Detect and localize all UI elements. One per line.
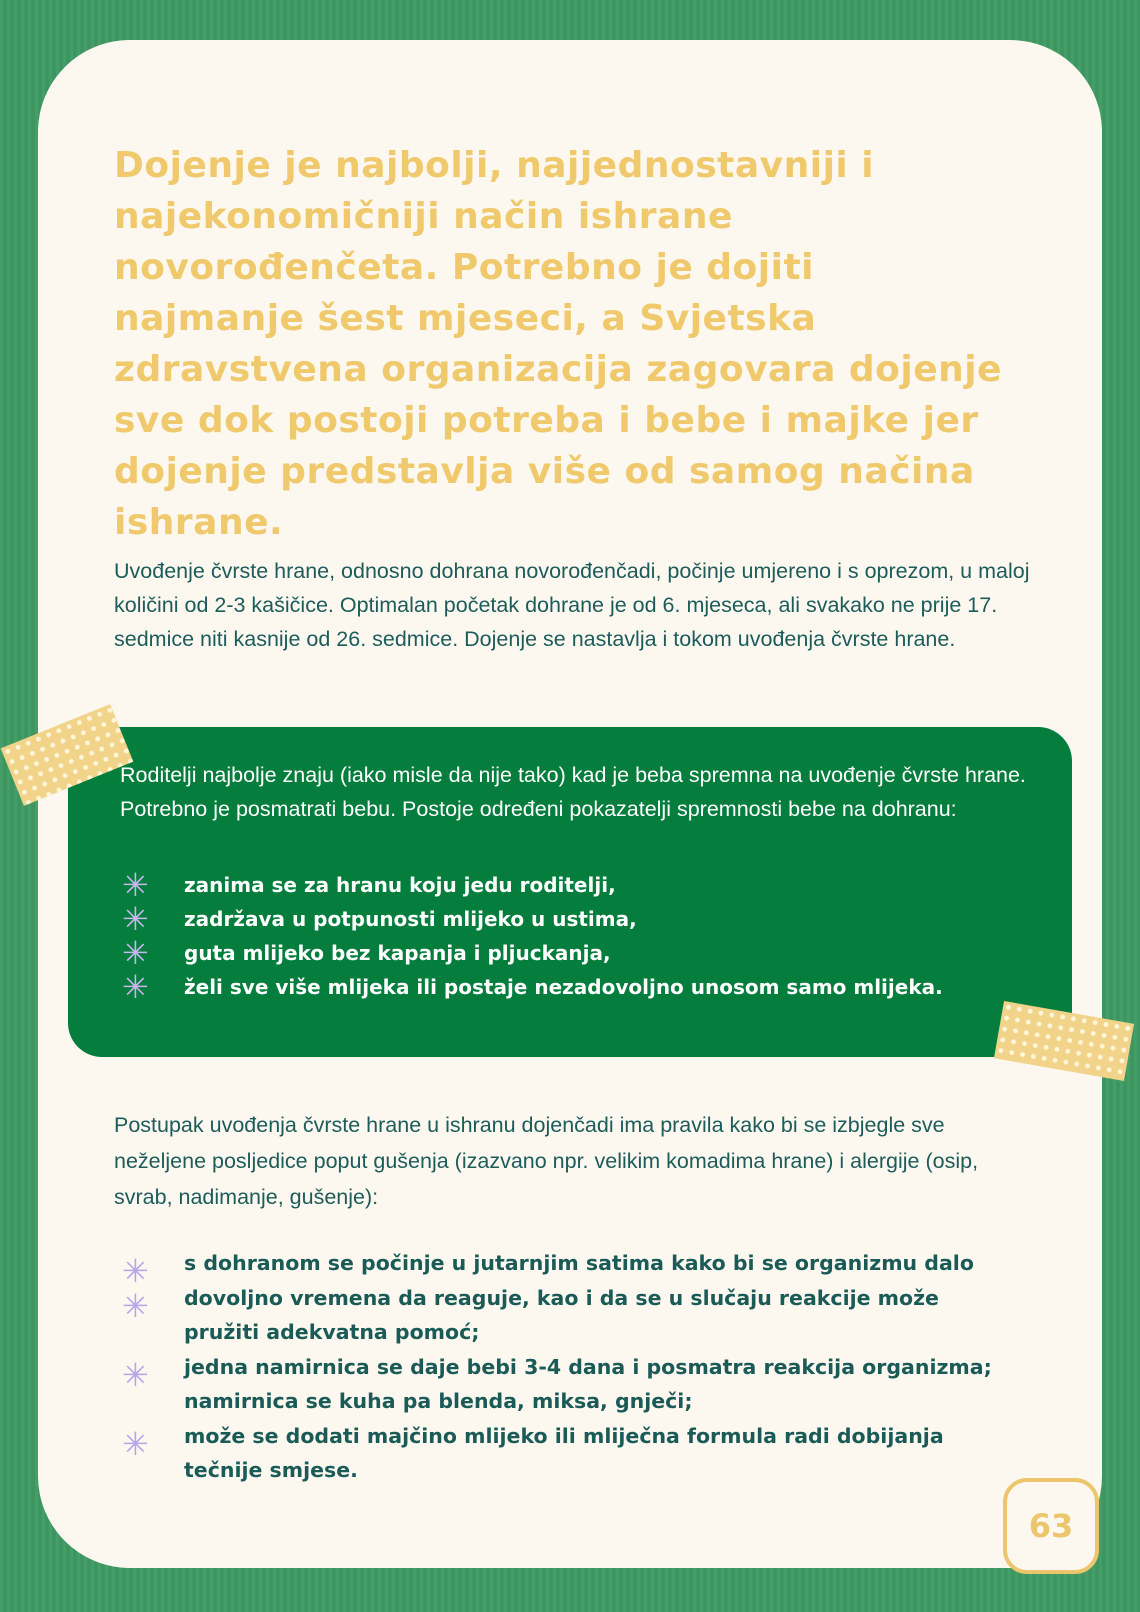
asterisk-bullet-icon: ✳ — [122, 934, 149, 972]
asterisk-bullet-icon: ✳ — [122, 1252, 149, 1290]
list-item: ✳ može se dodati majčino mlijeko ili mliječna formula radi dobijanja tečnije smjese. — [122, 1424, 944, 1482]
asterisk-bullet-icon: ✳ — [122, 866, 149, 904]
intro-paragraph: Uvođenje čvrste hrane, odnosno dohrana novorođenčadi, počinje umjereno i s oprezom, u maloj količini od 2-3 kašičice. Optimalan početak dohrane je od 6. mjeseca, ali svakako ne prije 17. sedmice niti kasnije od 26. sedmice. Dojenje se nastavlja i tokom uvođenja čvrste hrane. — [114, 559, 1030, 651]
list-item: ✳ zanima se za hranu koju jedu roditelji, — [122, 866, 616, 904]
rules-intro: Postupak uvođenja čvrste hrane u ishranu dojenčadi ima pravila kako bi se izbjegle sve neželjene posljedice poput gušenja (izazvano npr. velikim komadima hrane) i alergije (osip, svrab, nadimanje, gušenje): — [114, 1113, 979, 1209]
asterisk-bullet-icon: ✳ — [122, 1356, 149, 1394]
readiness-list — [122, 868, 1022, 1004]
headline: Dojenje je najbolji, najjednostavniji i najekonomičniji način ishrane novorođenčeta. Potrebno je dojiti najmanje šest mjeseci, a Svjetska zdravstvena organizacija zagovara dojenje sve dok postoji potreba i bebe i majke jer dojenje predstavlja više od samog načina ishrane. — [114, 145, 1003, 543]
readiness-intro: Roditelji najbolje znaju (iako misle da nije tako) kad je beba spremna na uvođenje čvrste hrane. Potrebno je posmatrati bebu. Postoje određeni pokazatelji spremnosti bebe na dohranu: — [120, 763, 1026, 821]
list-item: ✳ zadržava u potpunosti mlijeko u ustima, — [122, 900, 637, 938]
list-item: ✳ želi sve više mlijeka ili postaje nezadovoljno unosom samo mlijeka. — [122, 968, 943, 1006]
asterisk-bullet-icon: ✳ — [122, 900, 149, 938]
list-item: ✳ s dohranom se počinje u jutarnjim satima kako bi se organizmu dalo — [122, 1251, 974, 1290]
list-item: ✳ jedna namirnica se daje bebi 3-4 dana i posmatra reakcija organizma; namirnica se kuha pa blenda, miksa, gnječi; — [122, 1355, 992, 1413]
list-item: ✳ guta mlijeko bez kapanja i pljuckanja, — [122, 934, 611, 972]
page-number: 63 — [1003, 1478, 1099, 1574]
asterisk-bullet-icon: ✳ — [122, 1425, 149, 1463]
asterisk-bullet-icon: ✳ — [122, 1287, 149, 1325]
rules-list — [122, 1246, 1002, 1488]
asterisk-bullet-icon: ✳ — [122, 968, 149, 1006]
list-item: ✳ dovoljno vremena da reaguje, kao i da se u slučaju reakcije može pružiti adekvatna pomoć; — [122, 1286, 939, 1344]
